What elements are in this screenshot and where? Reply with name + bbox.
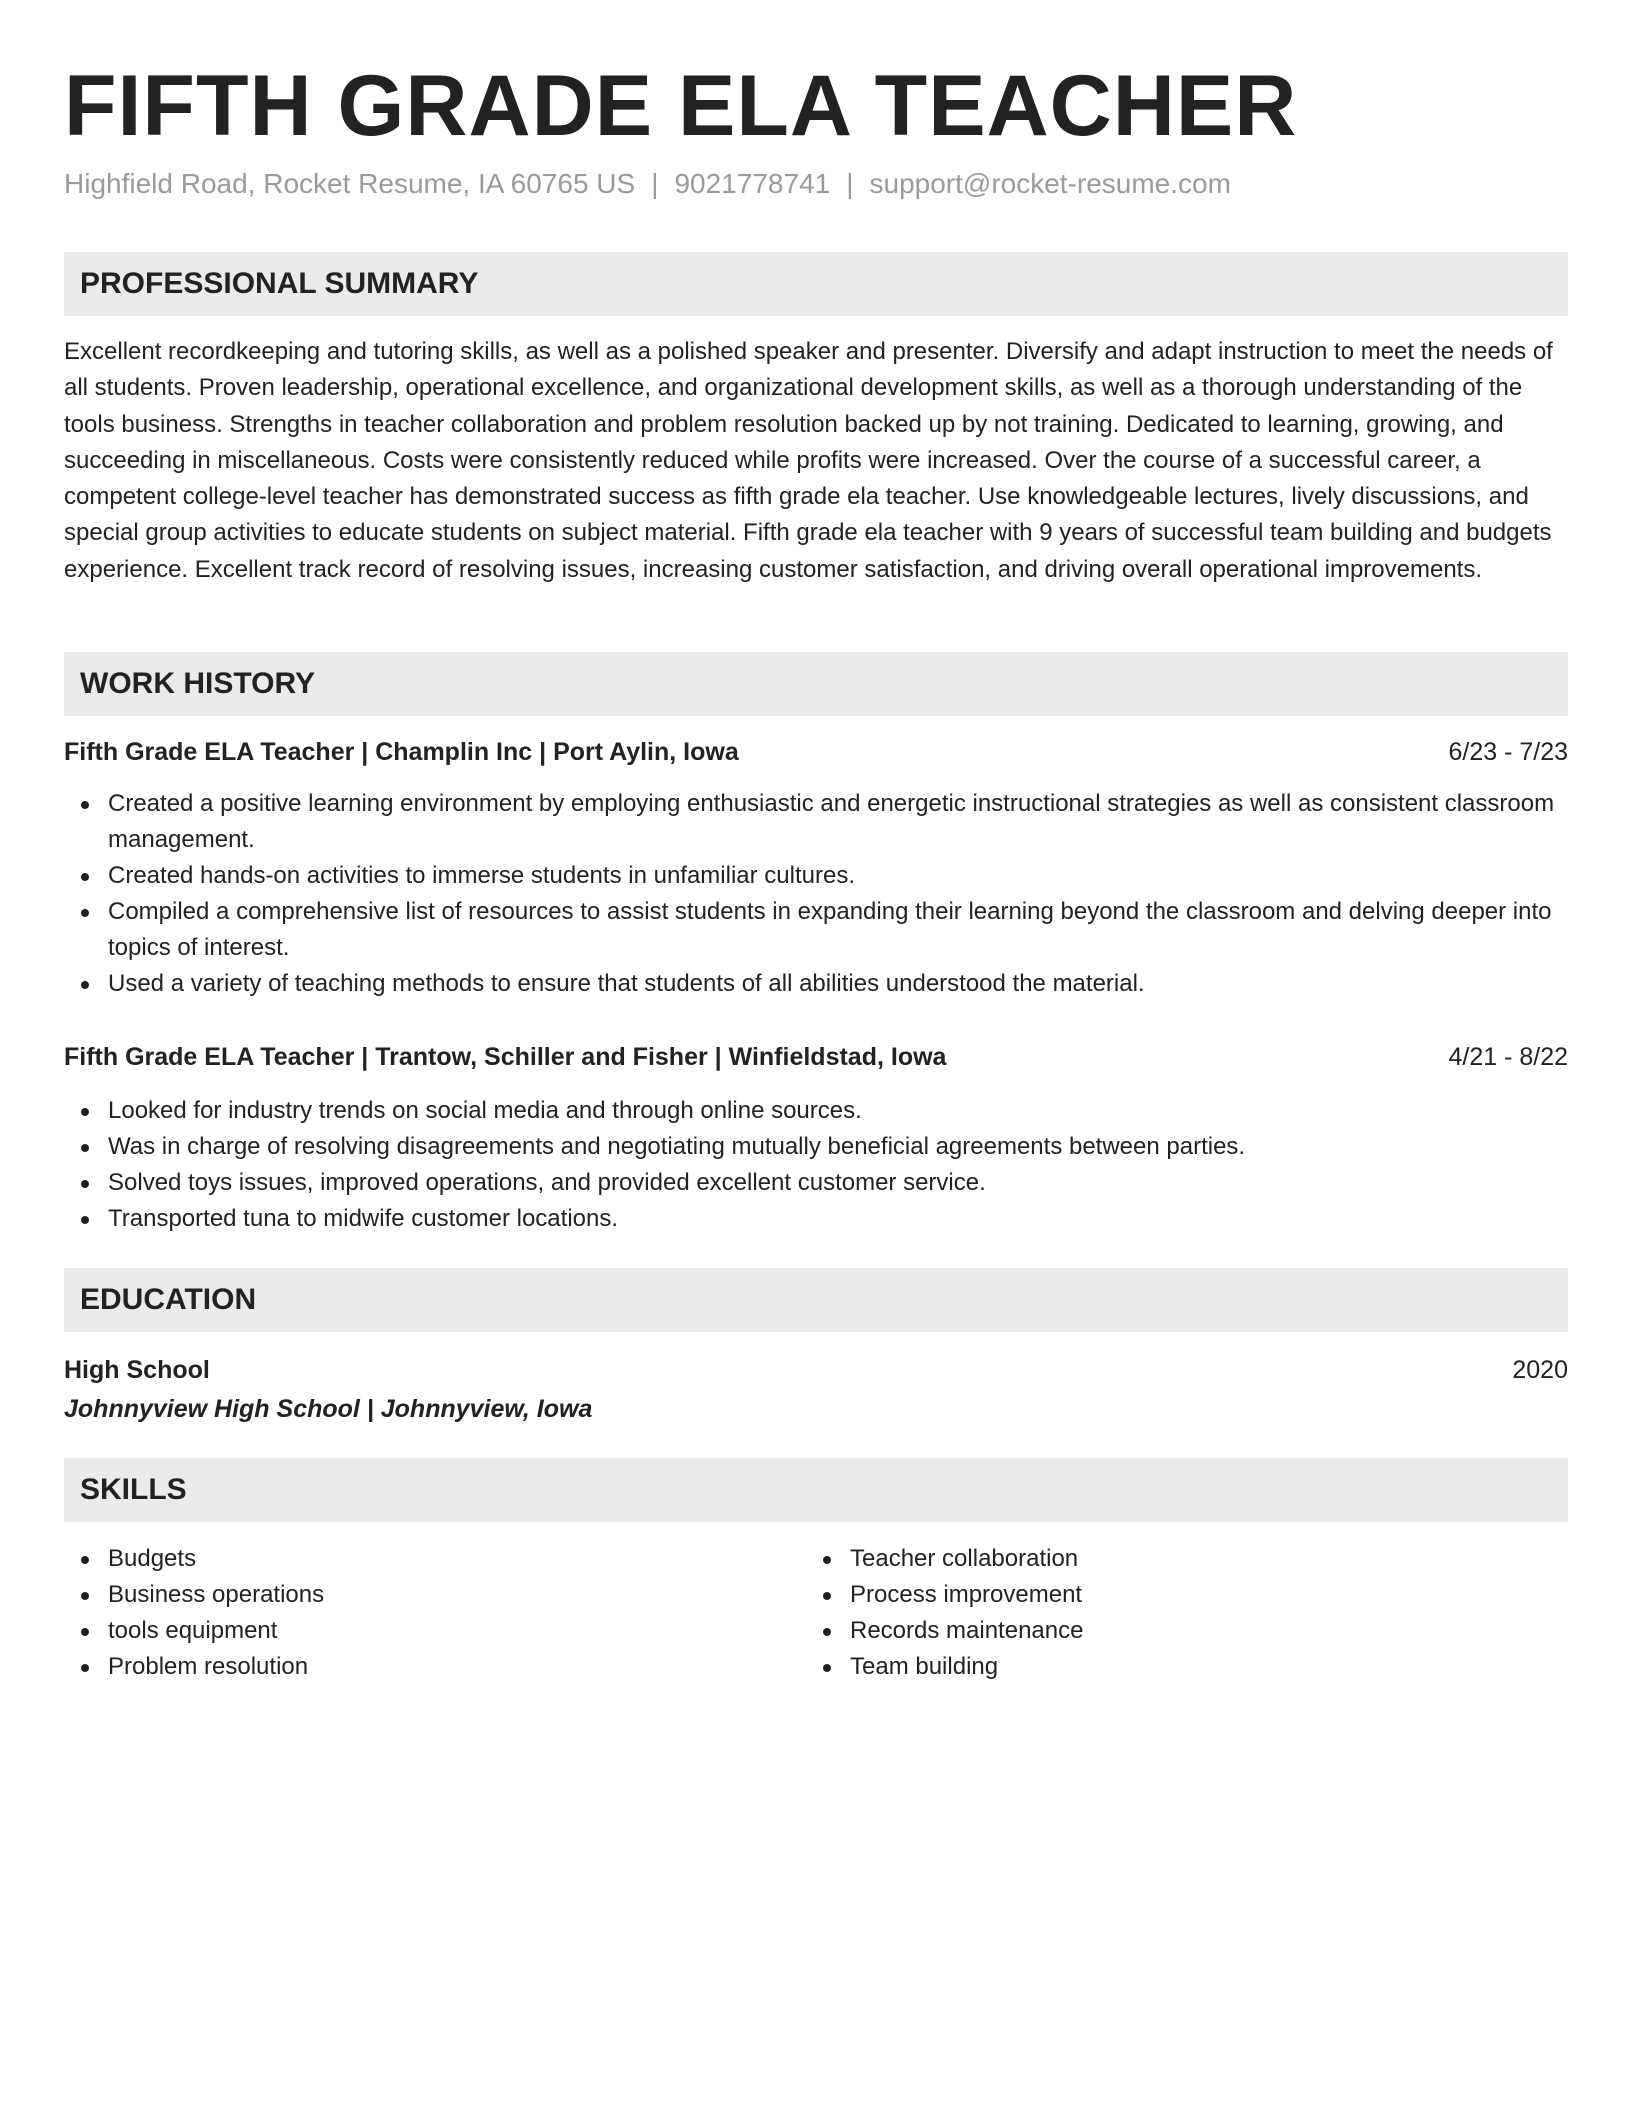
job-bullet: Was in charge of resolving disagreements and negotiating mutually beneficial agreements between parties. xyxy=(108,1129,1568,1165)
skill-item: tools equipment xyxy=(108,1613,764,1649)
contact-separator: | xyxy=(846,168,854,199)
skills-list-right xyxy=(806,1541,1506,1685)
job-bullet: Used a variety of teaching methods to ensure that students of all abilities understood the material. xyxy=(108,966,1568,1002)
education-school: Johnnyview High School | Johnnyview, Iowa xyxy=(64,1395,593,1423)
section-title-skills: SKILLS xyxy=(80,1473,187,1506)
section-title-summary: PROFESSIONAL SUMMARY xyxy=(80,267,479,300)
skill-item: Process improvement xyxy=(850,1577,1506,1613)
section-header-skills xyxy=(64,1458,1568,1522)
section-header-education xyxy=(64,1268,1568,1332)
job-title: Fifth Grade ELA Teacher | Champlin Inc | Port Aylin, Iowa xyxy=(64,738,739,766)
summary-text: Excellent recordkeeping and tutoring skills, as well as a polished speaker and presenter. Diversify and adapt instruction to meet the needs of all students. Proven leadership, operational excellence, and organizational development skills, as well as a thorough understanding of the tools business. Strengths in teacher collaboration and problem resolution backed up by not training. Dedicated to learning, growing, and succeeding in miscellaneous. Costs were consistently reduced while profits were increased. Over the course of a successful career, a competent college-level teacher has demonstrated success as fifth grade ela teacher. Use knowledgeable lectures, lively discussions, and special group activities to educate students on subject material. Fifth grade ela teacher with 9 years of successful team building and budgets experience. Excellent track record of resolving issues, increasing customer satisfaction, and driving overall operational improvements. xyxy=(64,338,1553,583)
skills-list-left xyxy=(64,1541,764,1685)
job-bullet: Looked for industry trends on social media and through online sources. xyxy=(108,1093,1568,1129)
section-title-work: WORK HISTORY xyxy=(80,667,316,700)
contact-separator: | xyxy=(651,168,659,199)
contact-line xyxy=(64,164,1231,204)
skill-item: Problem resolution xyxy=(108,1649,764,1685)
education-degree: High School xyxy=(64,1356,210,1384)
contact-phone: 9021778741 xyxy=(674,168,831,199)
job-bullet: Transported tuna to midwife customer locations. xyxy=(108,1201,1568,1237)
section-title-education: EDUCATION xyxy=(80,1283,257,1316)
contact-email: support@rocket-resume.com xyxy=(869,168,1231,199)
job-bullet-list xyxy=(64,1093,1568,1237)
skill-item: Teacher collaboration xyxy=(850,1541,1506,1577)
skill-item: Business operations xyxy=(108,1577,764,1613)
section-header-work xyxy=(64,652,1568,716)
resume-name: FIFTH GRADE ELA TEACHER xyxy=(64,58,1298,154)
job-bullet: Created a positive learning environment by employing enthusiastic and energetic instructional strategies as well as consistent classroom management. xyxy=(108,786,1568,858)
section-header-summary xyxy=(64,252,1568,316)
education-year: 2020 xyxy=(1512,1356,1568,1384)
skill-item: Budgets xyxy=(108,1541,764,1577)
contact-address: Highfield Road, Rocket Resume, IA 60765 US xyxy=(64,168,636,199)
job-title: Fifth Grade ELA Teacher | Trantow, Schiller and Fisher | Winfieldstad, Iowa xyxy=(64,1043,947,1071)
job-dates: 6/23 - 7/23 xyxy=(1448,738,1568,766)
job-bullet: Compiled a comprehensive list of resources to assist students in expanding their learning beyond the classroom and delving deeper into topics of interest. xyxy=(108,894,1568,966)
job-bullet: Solved toys issues, improved operations, and provided excellent customer service. xyxy=(108,1165,1568,1201)
job-bullet: Created hands-on activities to immerse students in unfamiliar cultures. xyxy=(108,858,1568,894)
job-dates: 4/21 - 8/22 xyxy=(1448,1043,1568,1071)
skill-item: Records maintenance xyxy=(850,1613,1506,1649)
job-bullet-list xyxy=(64,786,1568,1002)
skill-item: Team building xyxy=(850,1649,1506,1685)
